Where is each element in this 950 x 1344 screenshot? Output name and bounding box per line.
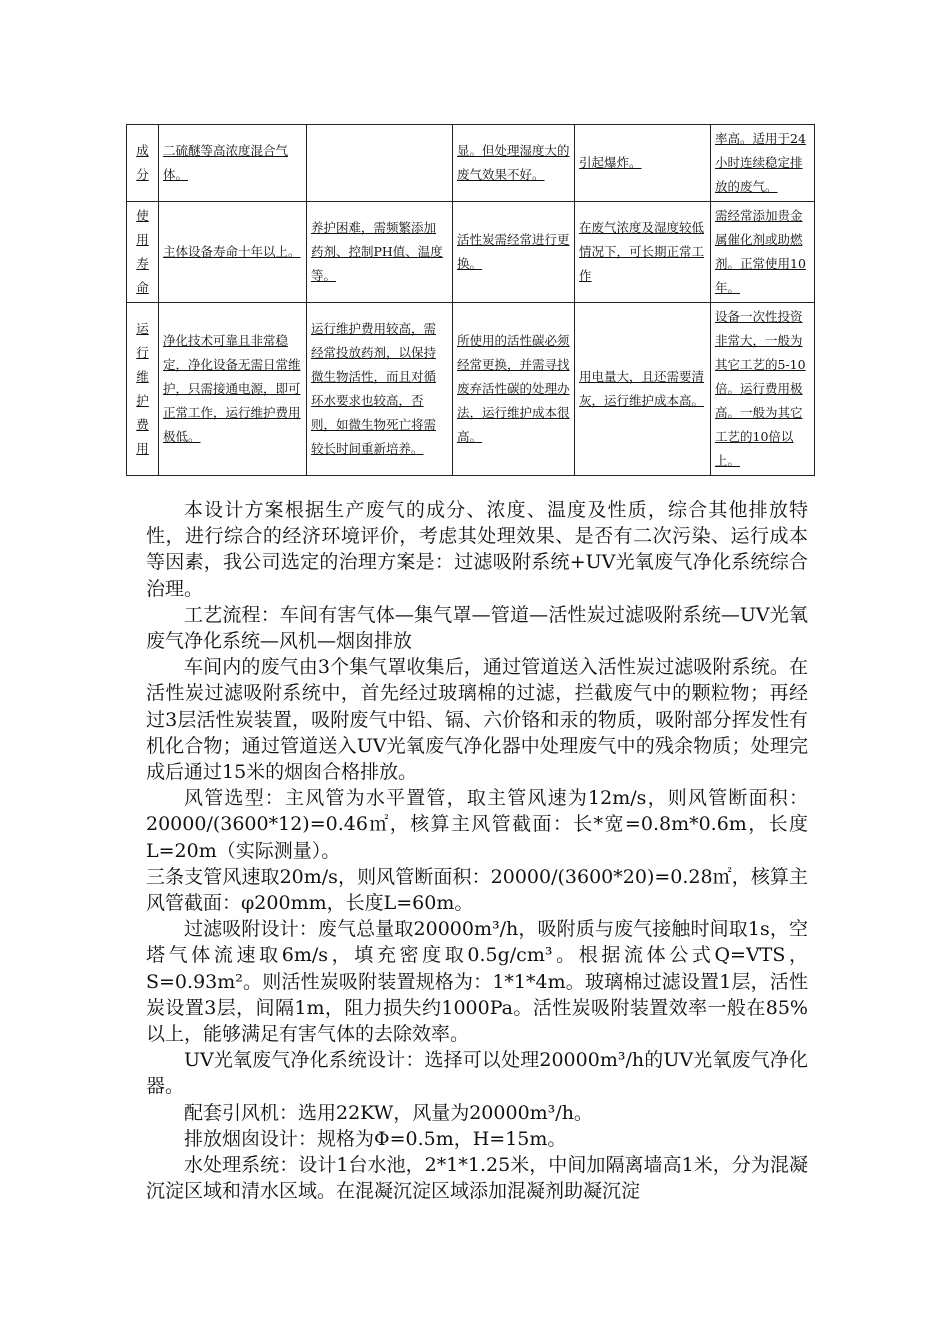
table-cell: 引起爆炸。 [575, 125, 711, 202]
table-cell: 二硫醚等高浓度混合气体。 [159, 125, 307, 202]
paragraph: 本设计方案根据生产废气的成分、浓度、温度及性质，综合其他排放特性，进行综合的经济环境评价，考虑其处理效果、是否有二次污染、运行成本等因素，我公司选定的治理方案是：过滤吸附系统+UV光氧废气净化系统综合治理。 [146, 499, 808, 600]
header-char: 寿 [136, 256, 149, 271]
paragraph: 车间内的废气由3个集气罩收集后，通过管道送入活性炭过滤吸附系统。在活性炭过滤吸附系统中，首先经过玻璃棉的过滤，拦截废气中的颗粒物；再经过3层活性炭装置，吸附废气中铅、镉、六价铬和汞的物质，吸附部分挥发性有机化合物；通过管道送入UV光氧废气净化器中处理废气中的残余物质；处理完成后通过15米的烟囱合格排放。 [146, 656, 808, 784]
header-char: 费 [136, 417, 149, 432]
paragraph: UV光氧废气净化系统设计：选择可以处理20000m³/h的UV光氧废气净化器。 [146, 1049, 808, 1098]
header-char: 护 [136, 393, 149, 408]
row-header [127, 125, 159, 202]
table-cell: 活性炭需经常进行更换。 [453, 202, 575, 303]
table-row [127, 202, 815, 303]
header-char: 用 [136, 232, 149, 247]
header-char: 使 [136, 208, 149, 223]
header-char: 成 [136, 143, 149, 158]
table-cell: 设备一次性投资非常大，一般为其它工艺的5-10倍。运行费用极高。一般为其它工艺的10倍以上。 [711, 303, 815, 476]
table-cell: 在废气浓度及湿度较低情况下，可长期正常工作 [575, 202, 711, 303]
header-char: 运 [136, 321, 149, 336]
table-cell: 净化技术可靠且非常稳定，净化设备无需日常维护，只需接通电源，即可正常工作，运行维护费用极低。 [159, 303, 307, 476]
paragraph: 水处理系统：设计1台水池，2*1*1.25米，中间加隔离墙高1米，分为混凝沉淀区域和清水区域。在混凝沉淀区域添加混凝剂助凝沉淀 [146, 1154, 808, 1203]
table-cell: 需经常添加贵金属催化剂或助燃剂。正常使用10年。 [711, 202, 815, 303]
header-char: 分 [136, 167, 149, 182]
table-cell: 养护困难，需频繁添加药剂、控制PH值、温度等。 [307, 202, 453, 303]
table-row [127, 303, 815, 476]
body-text [146, 497, 808, 1204]
paragraph: 配套引风机：选用22KW，风量为20000m³/h。 [184, 1101, 593, 1124]
table-cell: 主体设备寿命十年以上。 [159, 202, 307, 303]
table-cell: 运行维护费用较高，需经常投放药剂，以保持微生物活性，而且对循环水要求也较高，否则，如微生物死亡将需较长时间重新培养。 [307, 303, 453, 476]
row-header [127, 202, 159, 303]
header-char: 命 [136, 280, 149, 295]
paragraph: 三条支管风速取20m/s，则风管断面积：20000/(3600*20)=0.28㎡，核算主风管截面：φ200mm，长度L=60m。 [146, 865, 808, 915]
header-char: 用 [136, 441, 149, 456]
table-cell: 显。但处理湿度大的废气效果不好。 [453, 125, 575, 202]
header-char: 行 [136, 345, 149, 360]
paragraph: 工艺流程：车间有害气体—集气罩—管道—活性炭过滤吸附系统—UV光氧废气净化系统—风机—烟囱排放 [146, 603, 808, 653]
table-cell: 用电量大，且还需要清灰，运行维护成本高。 [575, 303, 711, 476]
paragraph: 过滤吸附设计：废气总量取20000m³/h，吸附质与废气接触时间取1s，空塔气体流速取6m/s，填充密度取0.5g/cm³。根据流体公式Q=VTS，S=0.93m²。则活性炭吸附装置规格为：1*1*4m。玻璃棉过滤设置1层，活性炭设置3层，间隔1m，阻力损失约1000Pa。活性炭吸附装置效率一般在85%以上，能够满足有害气体的去除效率。 [146, 918, 808, 1046]
paragraph: 风管选型：主风管为水平置管，取主管风速为12m/s，则风管断面积：20000/(3600*12)=0.46㎡，核算主风管截面：长*宽=0.8m*0.6m，长度L=20m（实际测量）。 [146, 787, 808, 862]
table-cell [307, 125, 453, 202]
table-cell: 所使用的活性碳必须经常更换，并需寻找废弃活性碳的处理办法，运行维护成本很高。 [453, 303, 575, 476]
header-char: 维 [136, 369, 149, 384]
comparison-table [126, 124, 815, 476]
table-row [127, 125, 815, 202]
table-cell: 率高。适用于24小时连续稳定排放的废气。 [711, 125, 815, 202]
paragraph: 排放烟囱设计：规格为Φ=0.5m，H=15m。 [184, 1127, 567, 1150]
row-header [127, 303, 159, 476]
